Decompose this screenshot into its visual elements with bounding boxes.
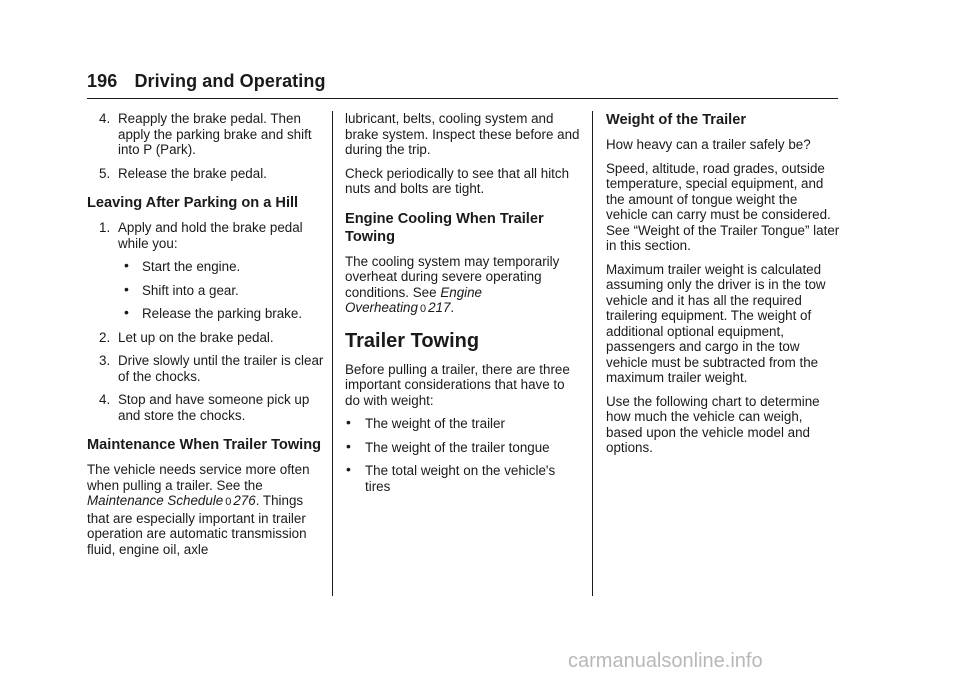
list-item xyxy=(345,437,583,456)
column-3 xyxy=(606,111,842,464)
step-text: Let up on the brake pedal. xyxy=(118,329,274,345)
paragraph-text: Things that are especially important in trailer operation are automatic transmission fluid, engine oil, axle xyxy=(87,493,307,557)
list-item xyxy=(345,463,583,494)
list-item xyxy=(87,306,327,322)
chart-paragraph: Use the following chart to determine how much the vehicle can weigh, based upon the vehicle model and options. xyxy=(606,393,820,455)
heading-trailer-towing: Trailer Towing xyxy=(345,329,480,352)
step-text: Drive slowly until the trailer is clear of the chocks. xyxy=(118,353,324,384)
bullet-icon: • xyxy=(346,437,351,454)
list-item-text: The weight of the trailer tongue xyxy=(365,439,550,455)
watermark: carmanualsonline.info xyxy=(568,650,763,672)
factors-paragraph: Speed, altitude, road grades, outside temperature, special equipment, and the amount of tongue weight the vehicle can carry must be considered. See “Weight of the Trailer Tongue” later in this section. xyxy=(606,160,840,253)
paragraph-text: The cooling system may temporarily overheat during severe operating conditions. See xyxy=(345,253,560,300)
heading-weight-of-trailer: Weight of the Trailer xyxy=(606,112,747,128)
question-paragraph: How heavy can a trailer safely be? xyxy=(606,137,811,152)
step-number: 5. xyxy=(99,165,111,181)
step-4 xyxy=(87,111,327,158)
page-ref-number[interactable]: 217 xyxy=(428,300,451,315)
hill-step-3 xyxy=(87,353,327,384)
heading-engine-cooling: Engine Cooling When Trailer Towing xyxy=(345,210,544,245)
list-item-text: Start the engine. xyxy=(142,259,241,274)
step-number: 2. xyxy=(99,329,111,345)
step-text: Stop and have someone pick up and store the chocks. xyxy=(118,392,310,423)
bullet-icon: • xyxy=(124,280,129,297)
list-item xyxy=(87,280,327,299)
step-text: Reapply the brake pedal. Then apply the parking brake and shift into P (Park). xyxy=(118,111,312,157)
list-item-text: Shift into a gear. xyxy=(142,282,239,298)
towing-paragraph: Before pulling a trailer, there are three important considerations that have to do with weight: xyxy=(345,361,570,408)
heading-maintenance-trailer-towing: Maintenance When Trailer Towing xyxy=(87,437,322,453)
bullet-icon: • xyxy=(124,304,129,320)
step-number: 1. xyxy=(99,220,111,235)
hill-step-1 xyxy=(87,220,327,251)
hill-step-4 xyxy=(87,392,327,423)
list-item-text: The weight of the trailer xyxy=(365,416,505,431)
column-divider-1 xyxy=(332,111,333,596)
paragraph-text: The vehicle needs service more often when pulling a trailer. See the xyxy=(87,462,310,493)
hill-step-2 xyxy=(87,330,327,346)
step-text: Release the brake pedal. xyxy=(118,165,267,181)
check-paragraph: Check periodically to see that all hitch nuts and bolts are tight. xyxy=(345,165,570,196)
list-item-text: The total weight on the vehicle's tires xyxy=(365,463,556,494)
continued-paragraph: lubricant, belts, cooling system and brake system. Inspect these before and during the trip. xyxy=(345,111,580,157)
maintenance-schedule-link[interactable]: Maintenance Schedule xyxy=(87,493,224,508)
step-number: 4. xyxy=(99,392,111,407)
bullet-icon: • xyxy=(346,461,351,477)
section-title: Driving and Operating xyxy=(134,71,326,91)
bullet-icon: • xyxy=(346,414,351,430)
heading-leaving-after-parking: Leaving After Parking on a Hill xyxy=(87,195,299,211)
step-number: 4. xyxy=(99,111,111,126)
cooling-paragraph: The cooling system may temporarily overheat during severe operating conditions. See Engine Overheating 0 217. xyxy=(345,253,560,315)
list-item-text: Release the parking brake. xyxy=(142,306,303,321)
step-5 xyxy=(87,166,327,182)
header-divider xyxy=(87,98,838,99)
column-divider-2 xyxy=(592,111,593,596)
list-item xyxy=(87,259,327,275)
page-ref-icon: 0 xyxy=(419,303,427,315)
page-number: 196 xyxy=(87,71,118,91)
column-1 xyxy=(87,111,327,565)
page-ref-number[interactable]: 276 xyxy=(233,493,256,508)
step-text: Apply and hold the brake pedal while you: xyxy=(118,220,303,251)
page-ref-icon: 0 xyxy=(225,496,232,508)
bullet-icon: • xyxy=(124,257,129,273)
engine-overheating-link[interactable]: Engine Overheating xyxy=(345,284,483,315)
page-header xyxy=(87,71,326,92)
list-item xyxy=(345,416,583,432)
step-number: 3. xyxy=(99,353,111,368)
column-2 xyxy=(345,111,583,502)
maintenance-paragraph: The vehicle needs service more often when pulling a trailer. See the Maintenance Schedule 0 276. Things that are especially important in trailer operation are automatic transmission fluid, engine oil, axle xyxy=(87,462,310,557)
max-weight-paragraph: Maximum trailer weight is calculated assuming only the driver is in the tow vehicle and it has all the required trailering equipment. The weight of additional optional equipment, passengers and cargo in the tow vehicle must be subtracted from the maximum trailer weight. xyxy=(606,261,826,385)
